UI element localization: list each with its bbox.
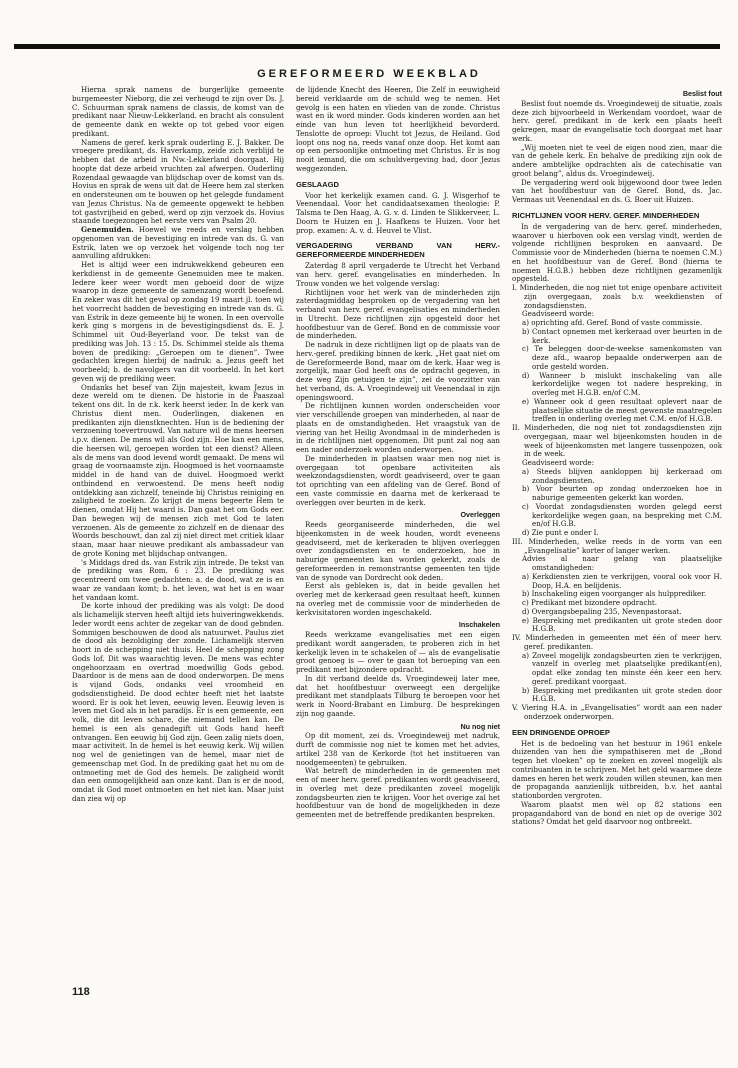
paragraph: Namens de geref. kerk sprak ouderling E. J. Bakker. De vroegere predikant, ds. Haverkamp, zeide zich verblijd te hebben dat de arbeid in Nw.-Lekkerland doorgaat. Hij hoopte dat deze arbeid vruchten zal afwerpen. Ouderling Rozendaal gewaagde van blijdschap over de komst van ds. Hovius en sprak de wens uit dat de Heere hem zal sterken en ondersteunen om te bouwen op het gelegde fundament van Jezus Christus. Na de gemeente opgewekt te hebben tot gastvrijheid en gebed, werd op zijn verzoek ds. Hovius staande toegezongen het eerste vers van Psalm 20. xyxy=(72,137,284,226)
paragraph: De vergadering werd ook bijgewoond door twee leden van het hoofdbestuur van de Geref. Bond, ds. Jac. Vermaas uit Veenendaal en ds. G. Boer uit Huizen. xyxy=(512,177,722,204)
paragraph: Zaterdag 8 april vergaderde te Utrecht het Verband van herv. geref. evangelisaties en minderheden. In Trouw vonden we het volgende verslag: xyxy=(296,261,500,288)
paragraph: Waarom plaatst men wèl op 82 stations een propagandabord van de bond en niet op de overige 302 stations? Omdat het geld daarvoor nog ontbreekt. xyxy=(512,799,722,827)
list-subitem: c) Voordat zondagsdiensten worden gelegd eerst kerkordelijke wegen gaan, na bespreking met C.M. en/of H.G.B. xyxy=(522,501,722,529)
list-subitem: c) Predikant met bizondere opdracht. xyxy=(522,598,657,607)
list-subitem: d) Overgangsbepaling 235, Nevenpastoraat. xyxy=(522,606,682,616)
paragraph: De korte inhoud der prediking was als volgt: De dood als lichamelijk sterven heeft altijd iets huiveringwekkends. Ieder wordt eens achter de zegekar van de dood gebnden. Sommigen beschouwen de dood als natuurwet. Paulus ziet de dood als bezoldiging der zonde. Lichamelijk sterven hoort in de schepping niet thuis. Heel de schepping zong Gods lof. Dit was waarachtig leven. De mens was echter ongehoorzaam en overtrad moedwillig Gods gebod. Daardoor is de mens aan de dood onderworpen. De mens is vijand Gods, ondanks veel vroomheid en godsdienstigheid. De dood echter heeft niet het laatste woord. Er is ook het leven, eeuwig leven. Eeuwig leven is leven met God als in het paradijs. Er is een gemeente, een volk, die dit leven schare, die niemand tellen kan. De hemel is een als genadegift uit Gods hand heeft ontvangen. Een eeuwig bij God zijn. Geen zalig niets doen, maar activiteit. In de hemel is het eeuwig kerk. Wij willen nog wel de genietingen van de hemel, maar niet de gemeenschap met God. In de prediking gaat het nu om de ontmoeting met de God des hemels. De zaligheid wordt dan een onmogelijkheid aan onze kant. Dan is er de nood, omdat ik God moet ontmoeten en het niet kan. Maar juist dan ziea wij op xyxy=(72,601,284,803)
paragraph: Het is de bedoeling van het bestuur in 1961 enkele duizenden van hen die sympathiseren met de „Bond tegen het vloeken” op te zoeken en zoveel mogelijk als contribuanten in te schrijven. Met het geld waarmee deze dames en heren het werk zouden willen steunen, kan men de propaganda aanzienlijk uitbreiden, b.v. het aantal stationborden vergroten. xyxy=(512,738,722,800)
list-subitem: a) Zoveel mogelijk zondagsbeurten zien te verkrijgen, vanzelf in overleg met plaatselijke predikant(en), opdat elke zondag ten minste één keer een herv. geref. predikant voorgaat. xyxy=(522,650,722,686)
list-subitem: a) Kerkdiensten zien te verkrijgen, vooral ook voor H. Doop, H.A. en belijdenis. xyxy=(522,571,722,590)
list-item: V. Viering H.A. in „Evangelisaties” wordt aan een nader onderzoek onderworpen. xyxy=(512,703,722,721)
paragraph xyxy=(72,226,284,261)
page-header-title: GEREFORMEERD WEEKBLAD xyxy=(257,68,481,80)
paragraph: De nadruk in deze richtlijnen ligt op de plaats van de herv.-geref. prediking binnen de kerk. „Het gaat niet om de Gereformeerde Bond, maar om de kerk. Haar weg is zorgelijk, maar God heeft ons de opdracht gegeven, in deze weg Zijn getuigen te zijn”, zei de voorzitter van het verband, ds. A. Vroegindeweij uit Veenendaal in zijn openingswoord. xyxy=(296,340,500,402)
page-number: 118 xyxy=(72,986,90,998)
list-subitem: c) Te beleggen door-de-weekse samenkomsten van deze afd., waarop bepaalde onderwerpen aan de orde gesteld worden. xyxy=(522,344,722,371)
list-subitem: b) Bespreking met predikanten uit grote steden door H.G.B. xyxy=(522,685,722,704)
column-left xyxy=(72,86,284,804)
paragraph: Eerst als gebleken is, dat in beide gevallen het overleg met de kerkeraad geen resultaat heeft, kunnen na overleg met de commissie voor de minderheden de kerkvisitatoren worden ingeschakeld. xyxy=(296,581,500,617)
lead-word: Genemuiden. xyxy=(81,225,134,234)
paragraph: 's Middags dred ds. van Estrik zijn intrede. De tekst van de prediking was Rom. 6 : 23. De prediking was gecentreerd om twee gedachten: a. de dood, wat ze is en waar ze vandaan komt; b. het leven, wat het is en waar het vandaan komt. xyxy=(72,557,284,602)
list-subitem: d) Zie punt e onder I. xyxy=(522,528,599,537)
paragraph: In de vergadering van de herv. geref. minderheden, waarover u hierboven ook een verslag vindt, werden de volgende richtlijnen besproken en aanvaard. De Commissie voor de Minderheden (hierna te noemen C.M.) en het hoofdbestuur van de Geref. Bond (hierna te noemen H.G.B.) hebben deze richtlijnen gezamenlijk opgesteld. xyxy=(512,221,722,284)
paragraph-text: Hoewel we reeds en verslag hebben opgenomen van de bevestiging en intrede van ds. G. van Estrik, laten we op verzoek het volgende toch nog ter aanvulling afdrukken: xyxy=(72,225,284,261)
column-middle xyxy=(296,86,500,820)
paragraph: Voor het kerkelijk examen cand. G. J. Wisgerhof te Veenendaal. Voor het candidaatsexamen theologie: P. Talsma te Den Haag, A. G. v. d. Linden te Slikkerveer, L. Doorn te Huizen en J. Haafkens te Huizen. Voor het prop. examen: A. v. d. Heuvel te Vlist. xyxy=(296,190,500,235)
paragraph: Het is altijd weer een indrukwekkend gebeuren een kerkdienst in de gemeente Genemuiden mee te maken. Iedere keer weer wordt men geboeid door de wijze waarop in deze gemeente de samenzang wordt beoefend. En zeker was dit het geval op zondag 19 maart jl. toen wij het voorrecht hadden de bevestiging en intrede van ds. G. van Estrik in deze gemeente bij te wonen. In een overvolle kerk ging s morgens in de bevestigingsdienst ds. E. J. Schimmel uit Oud-Beyerland voor. De tekst van de prediking was Joh. 13 : 15. Ds. Schimmel stelde als thema boven de prediking: „Geroepen om te dienen”. Twee gedachten kregen hierbij de nadruk: a. Jezus geeft het voorbeeld; b. de navolgers van dit voorbeeld. In het kort geven wij de prediking weer. xyxy=(72,260,284,383)
paragraph: Beslist fout noemde ds. Vroegindeweij de situatie, zoals deze zich bijvoorbeeld in Werkendam voordoet, waar de herv. geref. predikant in de kerk een plaats heeft gekregen, maar de evangelisatie toch doorgaat met haar werk. xyxy=(512,98,722,143)
paragraph: In dit verband deelde ds. Vroegindeweij later mee, dat het hoofdbestuur overweegt een dergelijke predikant met standplaats Tilburg te beroepen voor het werk in Noord-Brabant en Limburg. De besprekingen zijn nog gaande. xyxy=(296,673,500,718)
list-subitem: d) Wanneer b mislukt inschakeling van alle kerkordelijke wegen tot nadere bespreking, in overleg met H.G.B. en/of C.M. xyxy=(522,370,722,397)
section-heading: VERGADERING VERBAND VAN HERV.-GEREFORMEERDE MINDERHEDEN xyxy=(296,241,500,260)
subheading: Overleggen xyxy=(460,510,500,520)
subheading: Nu nog niet xyxy=(460,721,500,731)
subheading: Inschakelen xyxy=(458,620,500,630)
section-heading: RICHTLIJNEN VOOR HERV. GEREF. MINDERHEDEN xyxy=(512,210,700,220)
list-subitem: Advies al naar gelang van plaatselijke omstandigheden: xyxy=(522,554,722,572)
paragraph: Hierna sprak namens de burgerlijke gemeente burgemeester Nieborg, die zei verheugd te zijn over Ds. J. C. Schuurman sprak namens de classis, de komst van de predikant naar Nieuw-Lekkerland. en bracht als consulent de gemeente dank en wekte op tot gebed voor eigen predikant. xyxy=(72,85,284,138)
list-subitem: b) Inschakeling eigen voorganger als hulpprediker. xyxy=(522,589,707,599)
list-subitem: b) Voor beurten op zondag onderzoeken hoe in naburige gemeenten gekerkt kan worden. xyxy=(522,484,722,502)
list-subitem: e) Wanneer ook d geen resultaat oplevert naar de plaatselijke situatie de meest gewenste maatregelen treffen in onderling overleg met C.M. en/of H.G.B. xyxy=(522,396,722,424)
paragraph: De minderheden in plaatsen waar men nog niet is overgegaan tot openbare activiteiten als weekzondagsdiensten, wordt geadviseerd, over te gaan tot oprichting van een afdeling van de Geref. Bond of een vaste commissie en daarna met de kerkeraad te overleggen over beurten in de kerk. xyxy=(296,453,500,507)
paragraph: Ondanks het besef van Zijn majesteit, kwam Jezus in deze wereld om te dienen. De historie in de Paaszaal tekent ons dit. In de r.k. kerk heerst ieder. In de kerk van Christus dient men. Ouderlingen, diakenen en predikanten zijn dienstknechten. Hun is de bediening der verzoening toevertrouwd. Van nature wil de mens heersen i.p.v. dienen. De mens wil als God zijn. Hoe kan een mens, die heersen wil, geroepen worden tot een dienst? Alleen als de mens van dood levend wordt gemaakt. De mens wil graag de voornaamste zijn. Hoogmoed is het voornaamste middel in de hand van de duivel. Hoogmoed werkt ontbindend en verwoestend. De mens heeft nodig ontdekking aan zichzelf, teneinde bij Christus reiniging en zaligheid te zoeken. Zo krijgt de mens begeerte Hem te dienen, omdat Hij het waard is. Dan gaat het om Gods eer. Dan bewegen wij de mensen zich met God te laten verzoenen. Als de gemeente zo zichzelf en de dienaar des Woords beschouwt, dan zal zij niet direct met critiek klaar staan, maar haar nieuwe predikant als ambassadeur van de grote Koning met blijdschap ontvangen. xyxy=(72,382,284,558)
list-subitem: a) oprichting afd. Geref. Bond of vaste commissie. xyxy=(522,318,703,327)
paragraph: Op dit moment, zei ds. Vroegindeweij met nadruk, durft de commissie nog niet te komen met het advies, artikel 238 van de Kerkorde (tot het institueren van noodgemeenten) te gebruiken. xyxy=(296,731,500,767)
paragraph: De richtlijnen kunnen worden onderscheiden voor vier verschillende groepen van minderheden, al naar de plaats en de omstandigheden. Het vraagstuk van de viering van het Heilig Avondmaal in de minderheden is in de richtlijnen niet opgenomen. Dit punt zal nog aan een nader onderzoek worden onderworpen. xyxy=(296,401,500,454)
list-subitem: Geadviseerd worde: xyxy=(522,309,594,319)
paragraph: Reeds werkzame evangelisaties met een eigen predikant wordt aangeraden, te proberen zich in het kerkelijk leven in te schakelen of — als de evangelisatie groot genoeg is — over te gaan tot beroeping van een predikant met bijzondere opdracht. xyxy=(296,630,500,674)
top-rule xyxy=(14,44,720,49)
list-item: I. Minderheden, die nog niet tot enige openbare activiteit zijn overgegaan, zoals b.v. weekdiensten of zondagsdiensten. xyxy=(512,283,722,310)
paragraph: de lijdende Knecht des Heeren, Die Zelf in eeuwigheid bereid verklaarde om de schuld weg te nemen. Het gevolg is een haten en vlieden van de zonde. Christus wast en ik word minder. Gods kinderen worden aan het einde van hun leven tot heerlijkheid bevorderd. Tenslotte de oproep: Vlucht tot Jezus, de Heiland. God loopt ons nog na, reeds vanaf onze doop. Het komt aan op een persoonlijke ontmoeting met Christus. Er is nog nooit iemand, die om schuldvergeving bad, door Jezus weggezonden. xyxy=(296,85,500,173)
list-item: II. Minderheden, die nog niet tot zondagsdiensten zijn overgegaan, maar wel bijeenkomsten houden in de week of bijeenkomsten met langere tussenpozen, ook in de week. xyxy=(512,423,722,459)
paragraph: Wat betreft de minderheden in de gemeenten met een of meer herv. geref. predikanten wordt geadviseerd, in overleg met deze predikanten zoveel mogelijk zondagsbeurten zien te krijgen. Voor het overige zal het hoofdbestuur van de bond de mogelijkheden in deze gemeenten met de betreffende predikanten bespreken. xyxy=(296,766,500,819)
list-subitem: b) Contact opnemen met kerkeraad over beurten in de kerk. xyxy=(522,326,722,345)
section-heading: EEN DRINGENDE OPROEP xyxy=(512,727,610,737)
list-subitem: a) Steeds blijven aankloppen bij kerkeraad om zondagsdiensten. xyxy=(522,466,722,485)
list-subitem: e) Bespreking met predikanten uit grote steden door H.G.B. xyxy=(522,615,722,634)
paragraph: Richtlijnen voor het werk van de minderheden zijn zaterdagmiddag besproken op de vergadering van het verband van herv. geref. evangelisaties en minderheden in Utrecht. Deze richtlijnen zijn opgesteld door het hoofdbestuur van de Geref. Bond en de commissie voor de minderheden. xyxy=(296,287,500,341)
list-item: IV. Minderheden in gemeenten met één of meer herv. geref. predikanten. xyxy=(512,633,722,651)
paragraph: Reeds georganiseerde minderheden, die wel bijeenkomsten in de week houden, wordt eveneens geadviseerd, met de kerkeraden te blijven overleggen over zondagsdiensten en te onderzoeken, hoe in naburige gemeenten kan worden gekerkt, zoals de gereformeerden in remonstrantse gemeenten ten tijde van de synode van Dordrecht ook deden. xyxy=(296,520,500,582)
list-item: III. Minderheden, welke reeds in de vorm van een „Evangelisatie” korter of langer werken. xyxy=(512,536,722,555)
column-right xyxy=(512,86,722,827)
subheading: Beslist fout xyxy=(682,89,722,98)
section-heading: GESLAAGD xyxy=(296,179,340,189)
list-subitem: Geadviseerd worde: xyxy=(522,458,594,467)
paragraph: „Wij moeten niet te veel de eigen nood zien, maar die van de gehele kerk. En behalve de prediking zijn ook de andere ambtelijke opdrachten als de catechisatie van groot belang”, aldus ds. Vroegindeweij. xyxy=(512,142,722,178)
